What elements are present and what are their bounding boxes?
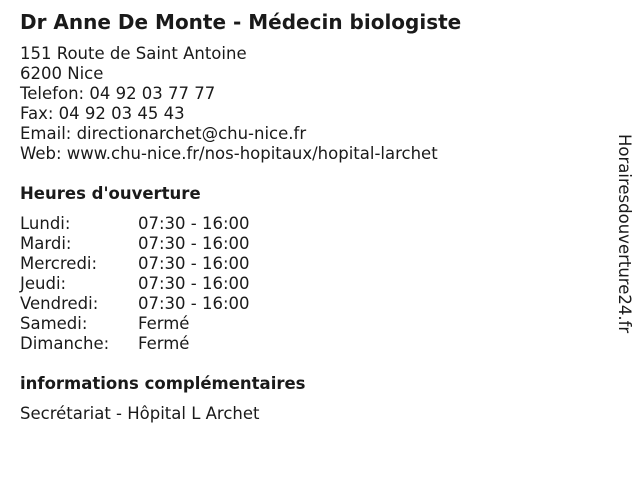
hours-row-friday — [20, 294, 320, 314]
time-range: Fermé — [138, 334, 190, 353]
hours-row-monday — [20, 214, 320, 234]
day-label: Mardi: — [20, 234, 72, 253]
day-label: Samedi: — [20, 314, 88, 333]
opening-hours-list — [20, 214, 320, 354]
phone-number: Telefon: 04 92 03 77 77 — [20, 84, 216, 103]
day-label: Dimanche: — [20, 334, 110, 353]
fax-number: Fax: 04 92 03 45 43 — [20, 104, 185, 123]
day-label: Mercredi: — [20, 254, 98, 273]
hours-row-tuesday — [20, 234, 320, 254]
time-range: 07:30 - 16:00 — [138, 294, 250, 313]
city: 6200 Nice — [20, 64, 104, 83]
hours-row-sunday — [20, 334, 320, 354]
day-label: Jeudi: — [20, 274, 67, 293]
time-range: 07:30 - 16:00 — [138, 214, 250, 233]
hours-row-wednesday — [20, 254, 320, 274]
website-url: Web: www.chu-nice.fr/nos-hopitaux/hopital-larchet — [20, 144, 438, 163]
time-range: 07:30 - 16:00 — [138, 234, 250, 253]
day-label: Vendredi: — [20, 294, 99, 313]
email-address: Email: directionarchet@chu-nice.fr — [20, 124, 307, 143]
opening-hours-heading: Heures d'ouverture — [20, 184, 201, 203]
time-range: 07:30 - 16:00 — [138, 254, 250, 273]
time-range: 07:30 - 16:00 — [138, 274, 250, 293]
day-label: Lundi: — [20, 214, 71, 233]
additional-info-text: Secrétariat - Hôpital L Archet — [20, 404, 260, 423]
hours-row-thursday — [20, 274, 320, 294]
time-range: Fermé — [138, 314, 190, 333]
page-title: Dr Anne De Monte - Médecin biologiste — [20, 10, 462, 34]
hours-row-saturday — [20, 314, 320, 334]
additional-info-heading: informations complémentaires — [20, 374, 306, 393]
contact-block — [20, 44, 438, 164]
street-address: 151 Route de Saint Antoine — [20, 44, 247, 63]
site-watermark: Horairesdouverture24.fr — [615, 134, 634, 334]
